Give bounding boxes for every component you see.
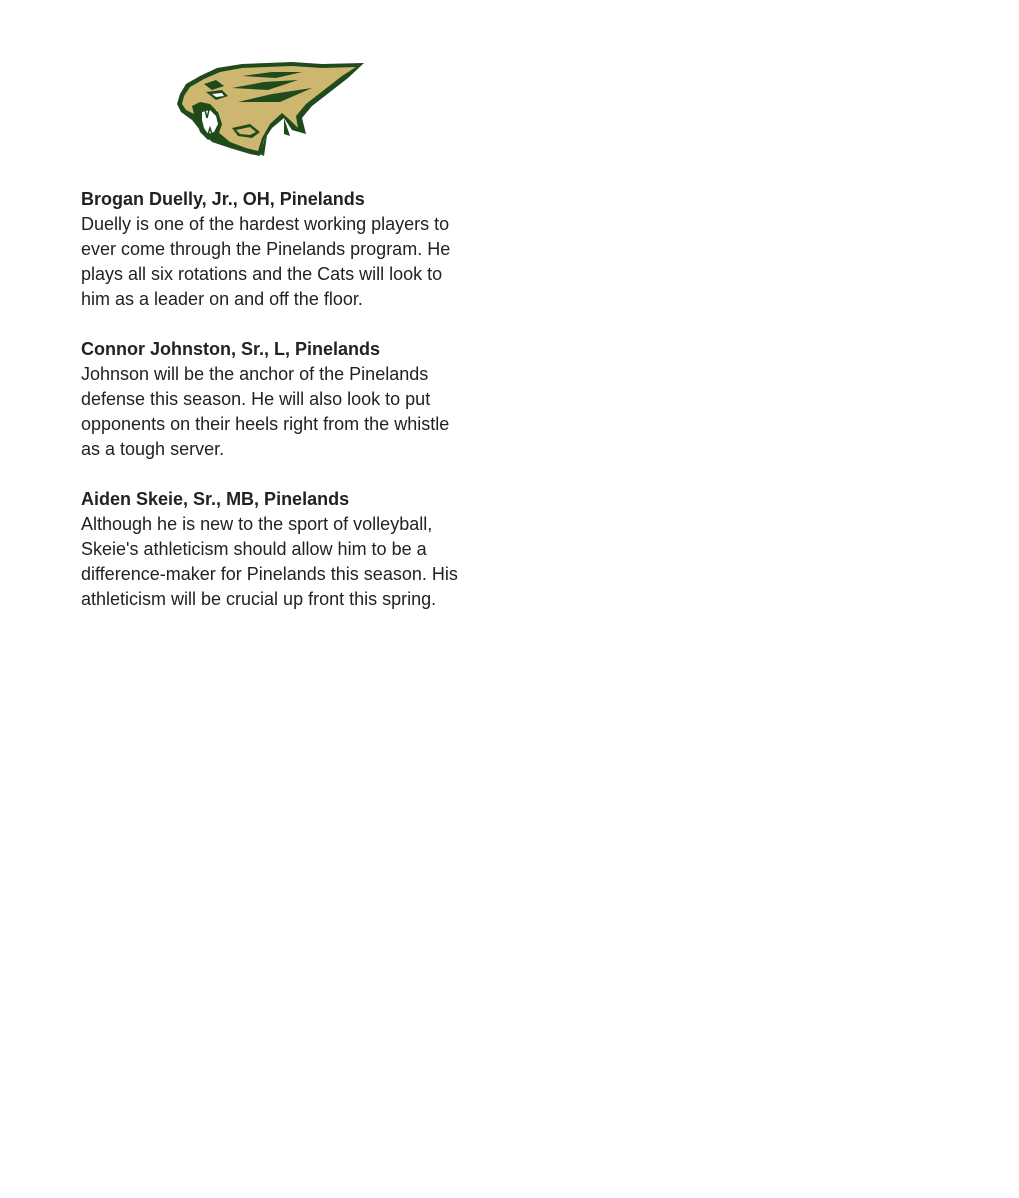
player-entry — [81, 487, 471, 612]
player-bio: Duelly is one of the hardest working players to ever come through the Pinelands program. He plays all six rotations and the Cats will look to him as a leader on and off the floor. — [81, 214, 451, 309]
player-entry — [81, 337, 471, 462]
wildcat-logo-icon — [172, 58, 368, 160]
player-list — [81, 187, 471, 637]
player-name: Brogan Duelly, Jr., OH, Pinelands — [81, 189, 365, 209]
player-bio: Johnson will be the anchor of the Pinelands defense this season. He will also look to put opponents on their heels right from the whistle as a tough server. — [81, 364, 450, 459]
player-bio: Although he is new to the sport of volleyball, Skeie's athleticism should allow him to be a difference-maker for Pinelands this season. His athleticism will be crucial up front this spring. — [81, 514, 458, 609]
player-entry — [81, 187, 471, 312]
player-name: Aiden Skeie, Sr., MB, Pinelands — [81, 489, 350, 509]
player-name: Connor Johnston, Sr., L, Pinelands — [81, 339, 381, 359]
